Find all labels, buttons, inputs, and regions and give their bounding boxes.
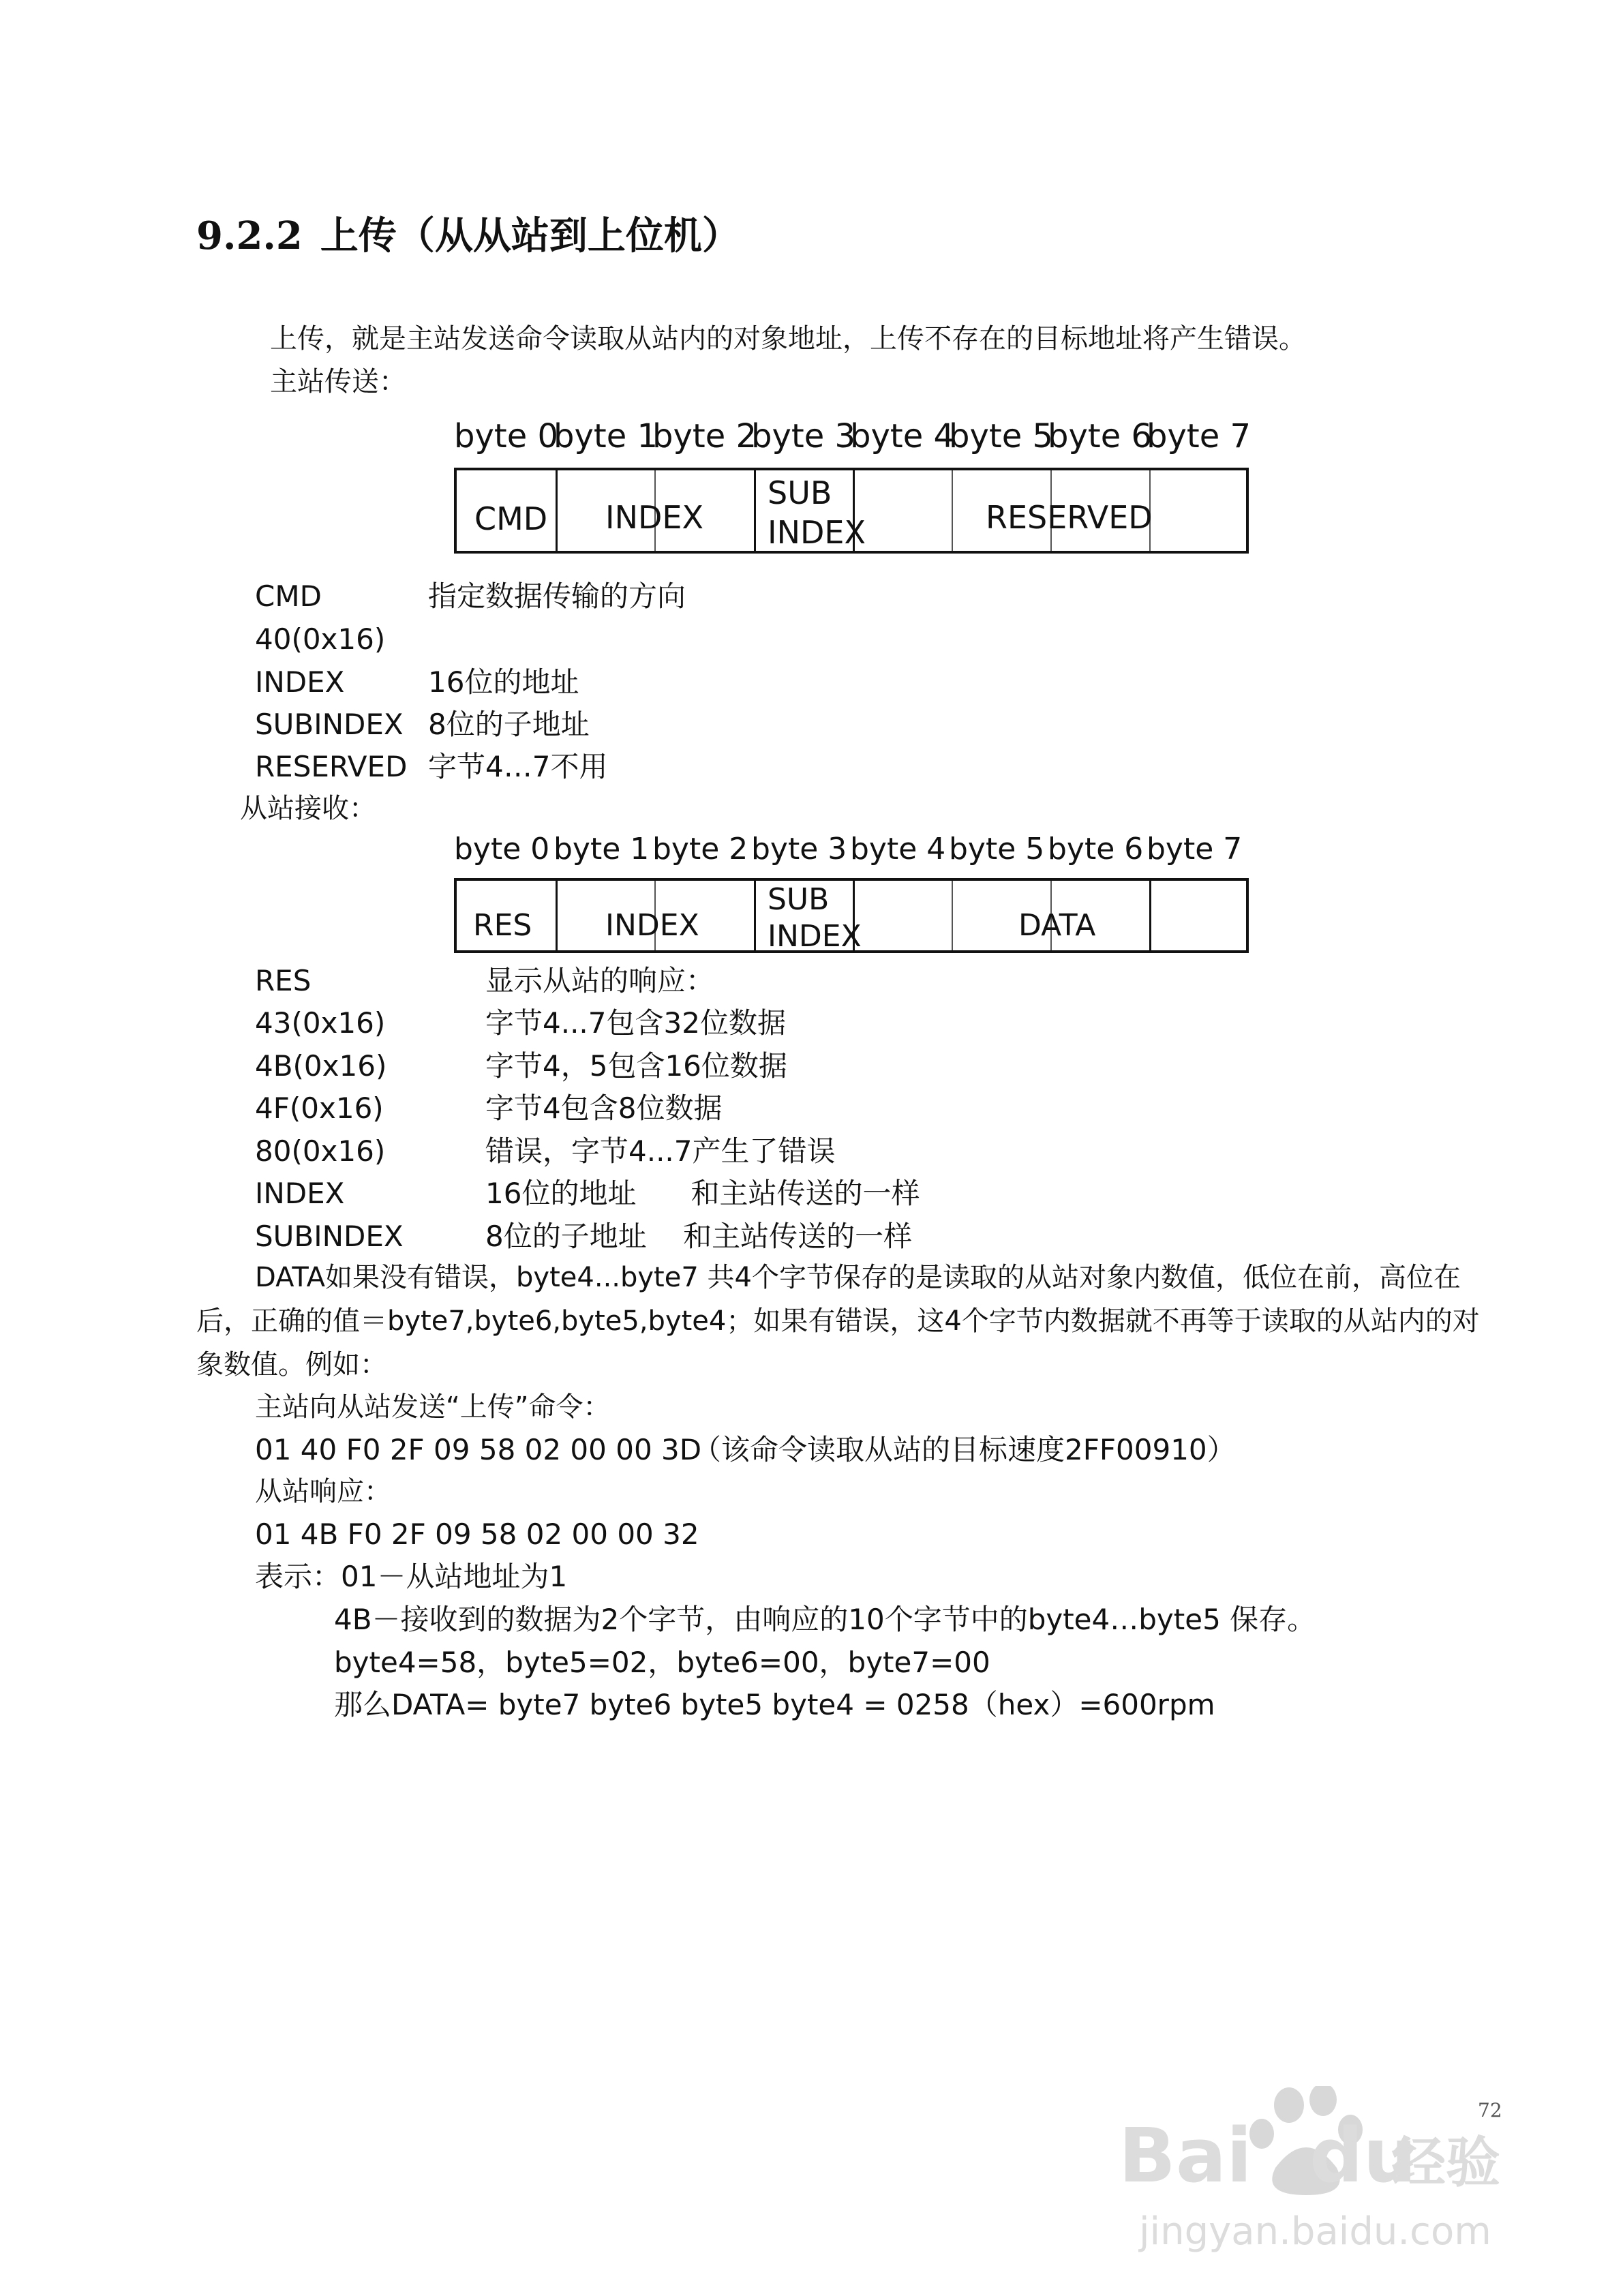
- example-send-note: （该命令读取从站的目标速度2FF00910）: [693, 1433, 1236, 1466]
- def-desc: 字节4包含8位数据: [485, 1091, 723, 1125]
- def-desc: 8位的子地址: [428, 708, 590, 741]
- example-explain-4: 那么DATA= byte7 byte6 byte5 byte4 = 0258（hex）=600rpm: [334, 1688, 1215, 1721]
- example-send-label: 主站向从站发送“上传”命令：: [255, 1391, 611, 1423]
- example-explain-2: 4B－接收到的数据为2个字节，由响应的10个字节中的byte4…byte5 保存。: [334, 1603, 1316, 1636]
- cell-cmd: CMD: [474, 500, 548, 537]
- def-term: CMD: [255, 579, 322, 613]
- def-term: SUBINDEX: [255, 1220, 404, 1253]
- divider: [754, 470, 756, 551]
- cell-index: INDEX: [605, 499, 703, 536]
- example-explain-1: 表示：01－从站地址为1: [255, 1560, 568, 1593]
- def-term: 4F(0x16): [255, 1091, 384, 1125]
- byte-header-3: byte 3: [751, 832, 847, 866]
- example-resp-bytes: 01 4B F0 2F 09 58 02 00 00 32: [255, 1517, 699, 1551]
- data-description-paragraph: DATA如果没有错误，byte4...byte7 共4个字节保存的是读取的从站对象内数值，低位在前，高位在后，正确的值＝byte7,byte6,byte5,byte4；如果有错误，这4个字节内数据就不再等于读取的从站内的对象数值。例如：: [196, 1262, 1480, 1380]
- def-desc: 字节4...7包含32位数据: [485, 1006, 786, 1040]
- divider: [556, 470, 558, 551]
- svg-text:经验: 经验: [1391, 2131, 1500, 2194]
- def-term: RES: [255, 964, 312, 997]
- master-send-label: 主站传送：: [270, 366, 406, 397]
- byte-header-7: byte 7: [1147, 832, 1243, 866]
- byte-header-3: byte 3: [751, 417, 856, 455]
- divider: [556, 881, 558, 950]
- byte-header-2: byte 2: [652, 832, 748, 866]
- divider: [952, 470, 953, 551]
- cell-sub: SUB: [768, 882, 830, 917]
- def-desc: 显示从站的响应：: [485, 964, 715, 997]
- def-term: 4B(0x16): [255, 1049, 387, 1083]
- section-heading: [196, 213, 740, 258]
- cell-reserved: RESERVED: [986, 499, 1153, 536]
- def-term: INDEX: [255, 665, 345, 699]
- example-resp-label: 从站响应：: [255, 1476, 391, 1507]
- def-term: RESERVED: [255, 750, 408, 783]
- cell-subindex: INDEX: [768, 919, 862, 954]
- byte-header-4: byte 4: [850, 417, 955, 455]
- def-desc: 指定数据传输的方向: [428, 579, 686, 613]
- cell-index: INDEX: [605, 908, 699, 943]
- byte-header-6: byte 6: [1048, 417, 1153, 455]
- byte-header-5: byte 5: [949, 417, 1054, 455]
- byte-header-6: byte 6: [1048, 832, 1144, 866]
- divider: [952, 881, 953, 950]
- byte-header-2: byte 2: [652, 417, 757, 455]
- svg-text:du: du: [1309, 2112, 1417, 2199]
- section-title: 上传（从从站到上位机）: [320, 213, 740, 258]
- svg-text:jingyan.baidu.com: jingyan.baidu.com: [1139, 2209, 1491, 2254]
- byte-header-1: byte 1: [553, 832, 650, 866]
- slave-recv-label: 从站接收：: [240, 793, 376, 824]
- def-desc: 字节4，5包含16位数据: [485, 1049, 787, 1083]
- intro-text: 上传，就是主站发送命令读取从站内的对象地址，上传不存在的目标地址将产生错误。: [270, 323, 1306, 354]
- byte-header-0: byte 0: [454, 417, 559, 455]
- master-frame-table: [454, 468, 1249, 554]
- byte-header-7: byte 7: [1147, 417, 1252, 455]
- def-term: SUBINDEX: [255, 708, 404, 741]
- example-send-bytes: 01 40 F0 2F 09 58 02 00 00 3D: [255, 1433, 702, 1466]
- slave-frame-table: [454, 878, 1249, 953]
- def-desc: 字节4…7不用: [428, 750, 608, 783]
- def-term: 43(0x16): [255, 1006, 386, 1040]
- divider: [1149, 881, 1151, 950]
- section-number: 9.2.2: [196, 213, 303, 258]
- def-term: 80(0x16): [255, 1134, 386, 1168]
- example-explain-3: byte4=58，byte5=02，byte6=00，byte7=00: [334, 1646, 990, 1679]
- def-desc: 错误，字节4...7产生了错误: [485, 1134, 836, 1168]
- divider: [754, 881, 756, 950]
- svg-text:Bai: Bai: [1119, 2112, 1252, 2199]
- page-number: 72: [1478, 2099, 1502, 2121]
- byte-header-5: byte 5: [949, 832, 1045, 866]
- cell-data: DATA: [1018, 908, 1096, 943]
- baidu-jingyan-watermark: [1091, 2086, 1514, 2263]
- def-desc: 16位的地址 和主站传送的一样: [485, 1177, 920, 1210]
- def-desc: 16位的地址: [428, 665, 579, 699]
- baidu-paw-logo-icon: [1091, 2086, 1514, 2263]
- def-term: INDEX: [255, 1177, 345, 1210]
- def-term: 40(0x16): [255, 622, 386, 656]
- byte-header-1: byte 1: [553, 417, 658, 455]
- cell-subindex: INDEX: [768, 514, 866, 551]
- cell-res: RES: [473, 908, 532, 943]
- def-desc: 8位的子地址 和主站传送的一样: [485, 1220, 913, 1253]
- byte-header-4: byte 4: [850, 832, 946, 866]
- byte-header-0: byte 0: [454, 832, 550, 866]
- cell-sub: SUB: [768, 474, 832, 511]
